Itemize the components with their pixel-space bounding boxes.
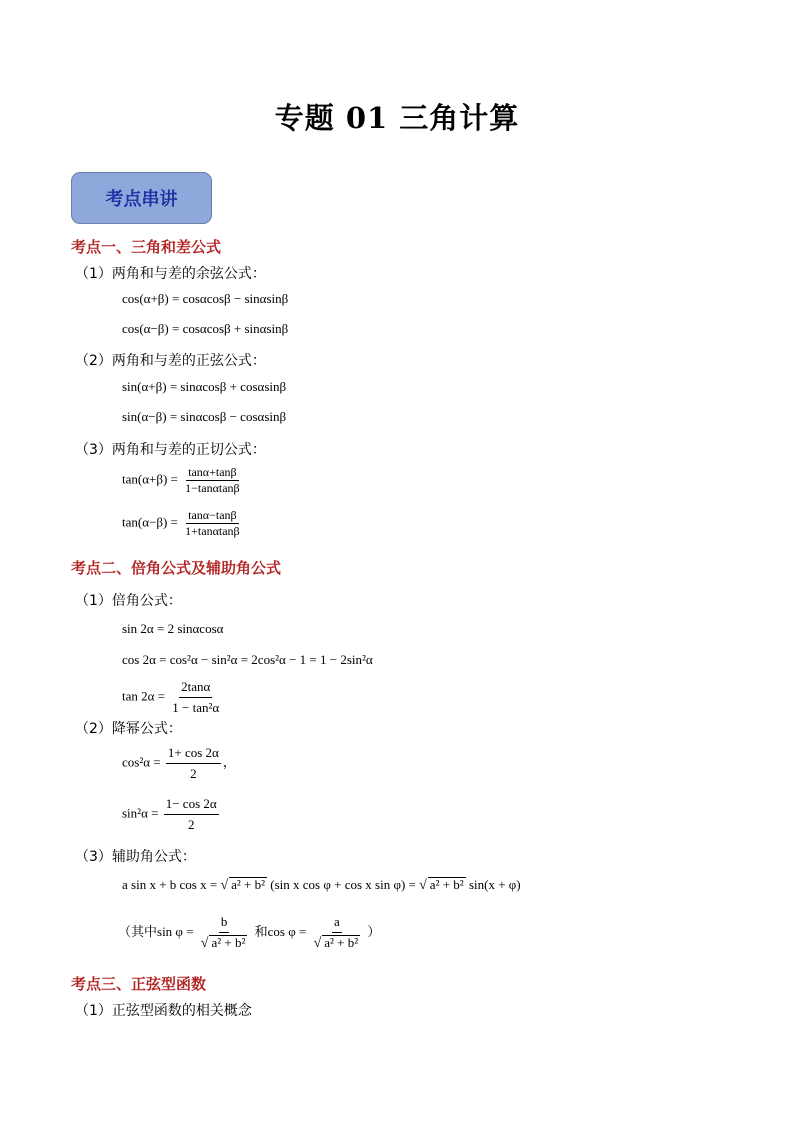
formula-auxiliary-note: （其中sin φ = $\frac{b}{\text{√ a² + b²}}$ 和cos φ = $\frac{a}{\text{√ a² + b²}}$ ） xyxy=(118,914,381,951)
formula-sin-sum: sin(α+β) = sinαcosβ + cosαsinβ xyxy=(122,379,287,394)
item-label: （1）两角和与差的余弦公式： xyxy=(75,266,266,282)
formula-tan-sum: tan(α+β) = $\frac{\tan\alpha+\tan\beta}{1-\tan\alpha\tan\beta}$ xyxy=(122,465,240,495)
formula-sin-diff: sin(α−β) = sinαcosβ − cosαsinβ xyxy=(122,409,287,424)
formula-tan-diff: tan(α−β) = $\frac{\tan\alpha-\tan\beta}{1+\tan\alpha\tan\beta}$ xyxy=(122,508,240,538)
section-heading-2: 考点二、倍角公式及辅助角公式 xyxy=(71,559,282,577)
formula-cos-diff: cos(α−β) = cosαcosβ + sinαsinβ xyxy=(122,321,289,336)
item-label: （2）两角和与差的正弦公式： xyxy=(75,353,266,369)
formula-sin-double: sin 2α = 2 sinαcosα xyxy=(122,621,224,636)
formula-cos-sum: cos(α+β) = cosαcosβ − sinαsinβ xyxy=(122,291,289,306)
formula-tan-double: tan 2α = $\frac{2\tan\alpha}{\text{1 − tan²α}}$ xyxy=(122,679,220,715)
item-label: （3）两角和与差的正切公式： xyxy=(75,442,266,458)
item-label: （1）倍角公式： xyxy=(75,593,182,609)
formula-auxiliary-angle: a sin x + b cos x = √ a² + b² (sin x cos φ + cos x sin φ) = √ a² + b² sin(x + φ) xyxy=(122,877,521,893)
item-label: （2）降幂公式： xyxy=(75,721,182,737)
item-label: （1）正弦型函数的相关概念 xyxy=(75,1003,252,1019)
formula-cos-square: cos²α = $\frac{1+ \cos 2\alpha}{2}$ ， xyxy=(122,745,236,781)
page-title: 专题 01 三角计算 xyxy=(274,101,520,135)
section-badge: 考点串讲 xyxy=(71,172,212,224)
formula-sin-square: sin²α = $\frac{1- \cos 2\alpha}{2}$ xyxy=(122,796,217,832)
item-label: （3）辅助角公式： xyxy=(75,849,196,865)
formula-cos-double: cos 2α = cos²α − sin²α = 2cos²α − 1 = 1 − 2sin²α xyxy=(122,652,373,667)
section-heading-1: 考点一、三角和差公式 xyxy=(71,238,222,256)
section-heading-3: 考点三、正弦型函数 xyxy=(71,975,207,993)
